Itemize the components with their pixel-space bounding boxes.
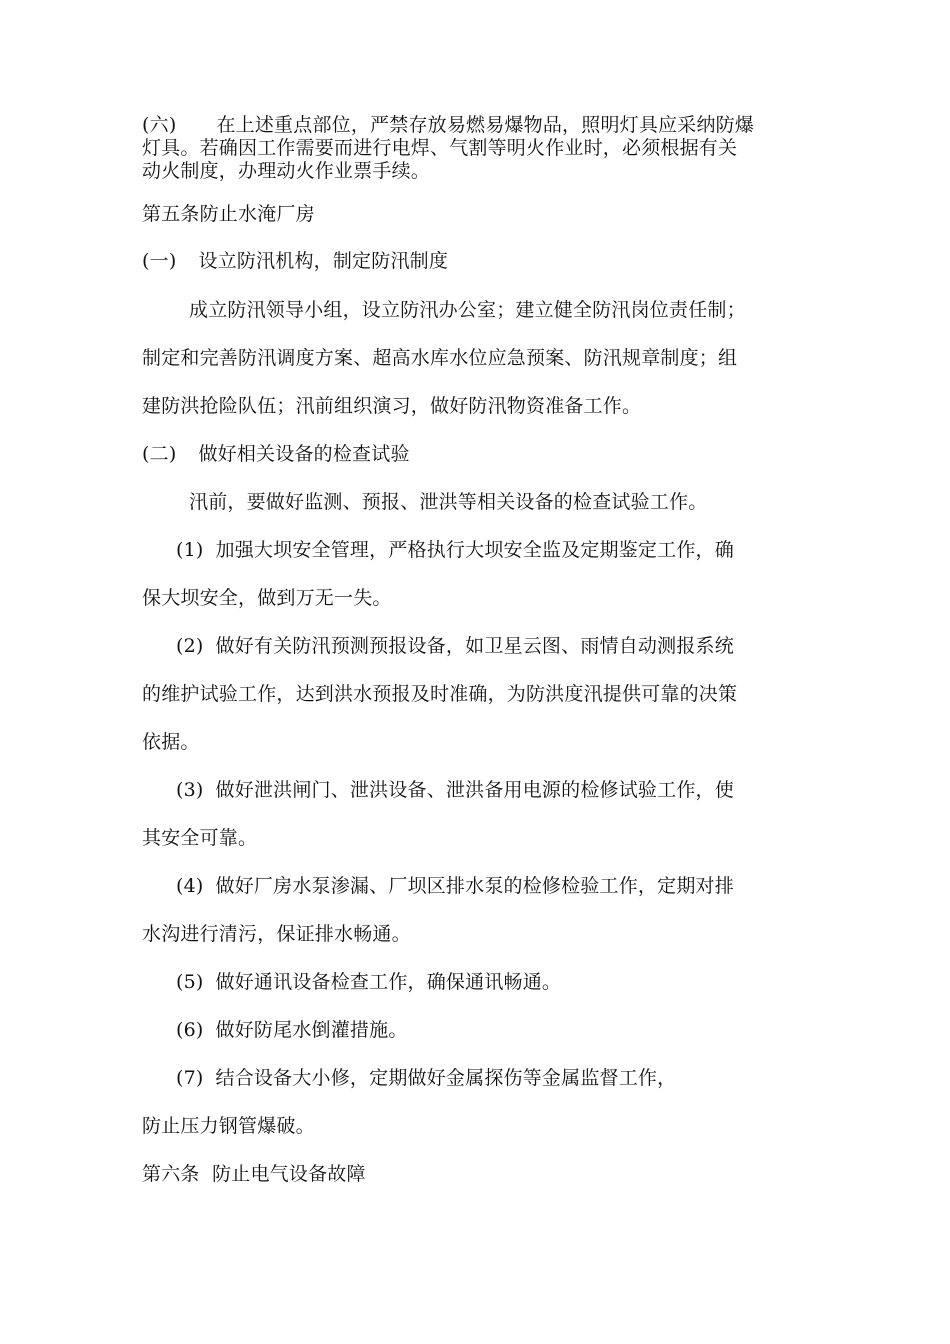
sub5-line1 <box>176 970 561 994</box>
sub7-line1 <box>176 1066 676 1090</box>
sub7-line2: 防止压力钢管爆破。 <box>142 1115 315 1137</box>
sub6-num: (6) <box>176 1019 204 1041</box>
sub4-line1 <box>176 874 734 898</box>
sub3-line1 <box>176 778 734 802</box>
sub1-num: (1) <box>176 539 204 561</box>
section6-line2: 灯具。若确因工作需要而进行电焊、气割等明火作业时，必须根据有关 <box>142 137 738 159</box>
sub7-num: (7) <box>176 1067 204 1089</box>
section6-line3: 动火制度，办理动火作业票手续。 <box>142 160 431 182</box>
sub3-text1: 做好泄洪闸门、泄洪设备、泄洪备用电源的检修试验工作，使 <box>215 779 734 801</box>
sub5-num: (5) <box>176 971 204 993</box>
item1-paragraph-line2: 制定和完善防汛调度方案、超高水库水位应急预案、防汛规章制度；组 <box>142 347 738 369</box>
item2-intro: 汛前，要做好监测、预报、泄洪等相关设备的检查试验工作。 <box>189 491 708 513</box>
sub1-line2: 保大坝安全，做到万无一失。 <box>142 587 392 609</box>
item1-paragraph-line3: 建防洪抢险队伍；汛前组织演习，做好防汛物资准备工作。 <box>142 395 642 417</box>
item1-heading <box>142 249 448 273</box>
article5-title: 第五条防止水淹厂房 <box>142 203 315 225</box>
sub4-line2: 水沟进行清污，保证排水畅通。 <box>142 923 411 945</box>
section6-text-line1: 在上述重点部位，严禁存放易燃易爆物品，照明灯具应采纳防爆 <box>216 114 755 136</box>
item1-paragraph-line1: 成立防汛领导小组，设立防汛办公室；建立健全防汛岗位责任制； <box>189 299 746 321</box>
sub2-line2: 的维护试验工作，达到洪水预报及时准确，为防洪度汛提供可靠的决策 <box>142 683 738 705</box>
article6-title: 第六条 防止电气设备故障 <box>142 1163 366 1185</box>
item2-heading <box>142 442 410 466</box>
sub2-line3: 依据。 <box>142 731 200 753</box>
item1-title: 设立防汛机构，制定防汛制度 <box>198 250 449 272</box>
sub1-text1: 加强大坝安全管理，严格执行大坝安全监及定期鉴定工作，确 <box>215 539 734 561</box>
section6-label: (六) <box>142 114 177 136</box>
sub2-line1 <box>176 634 734 658</box>
item1-label: (一) <box>142 250 177 272</box>
sub7-text1: 结合设备大小修，定期做好金属探伤等金属监督工作， <box>215 1067 677 1089</box>
sub6-text1: 做好防尾水倒灌措施。 <box>215 1019 408 1041</box>
sub3-line2: 其安全可靠。 <box>142 827 258 849</box>
sub5-text1: 做好通讯设备检查工作，确保通讯畅通。 <box>215 971 562 993</box>
sub6-line1 <box>176 1018 408 1042</box>
sub3-num: (3) <box>176 779 204 801</box>
sub4-text1: 做好厂房水泵渗漏、厂坝区排水泵的检修检验工作，定期对排 <box>215 875 734 897</box>
item2-label: (二) <box>142 443 177 465</box>
item2-title: 做好相关设备的检查试验 <box>198 443 410 465</box>
section6-line1 <box>142 114 817 136</box>
sub2-text1: 做好有关防汛预测预报设备，如卫星云图、雨情自动测报系统 <box>215 635 734 657</box>
sub2-num: (2) <box>176 635 204 657</box>
sub1-line1 <box>176 538 734 562</box>
sub4-num: (4) <box>176 875 204 897</box>
